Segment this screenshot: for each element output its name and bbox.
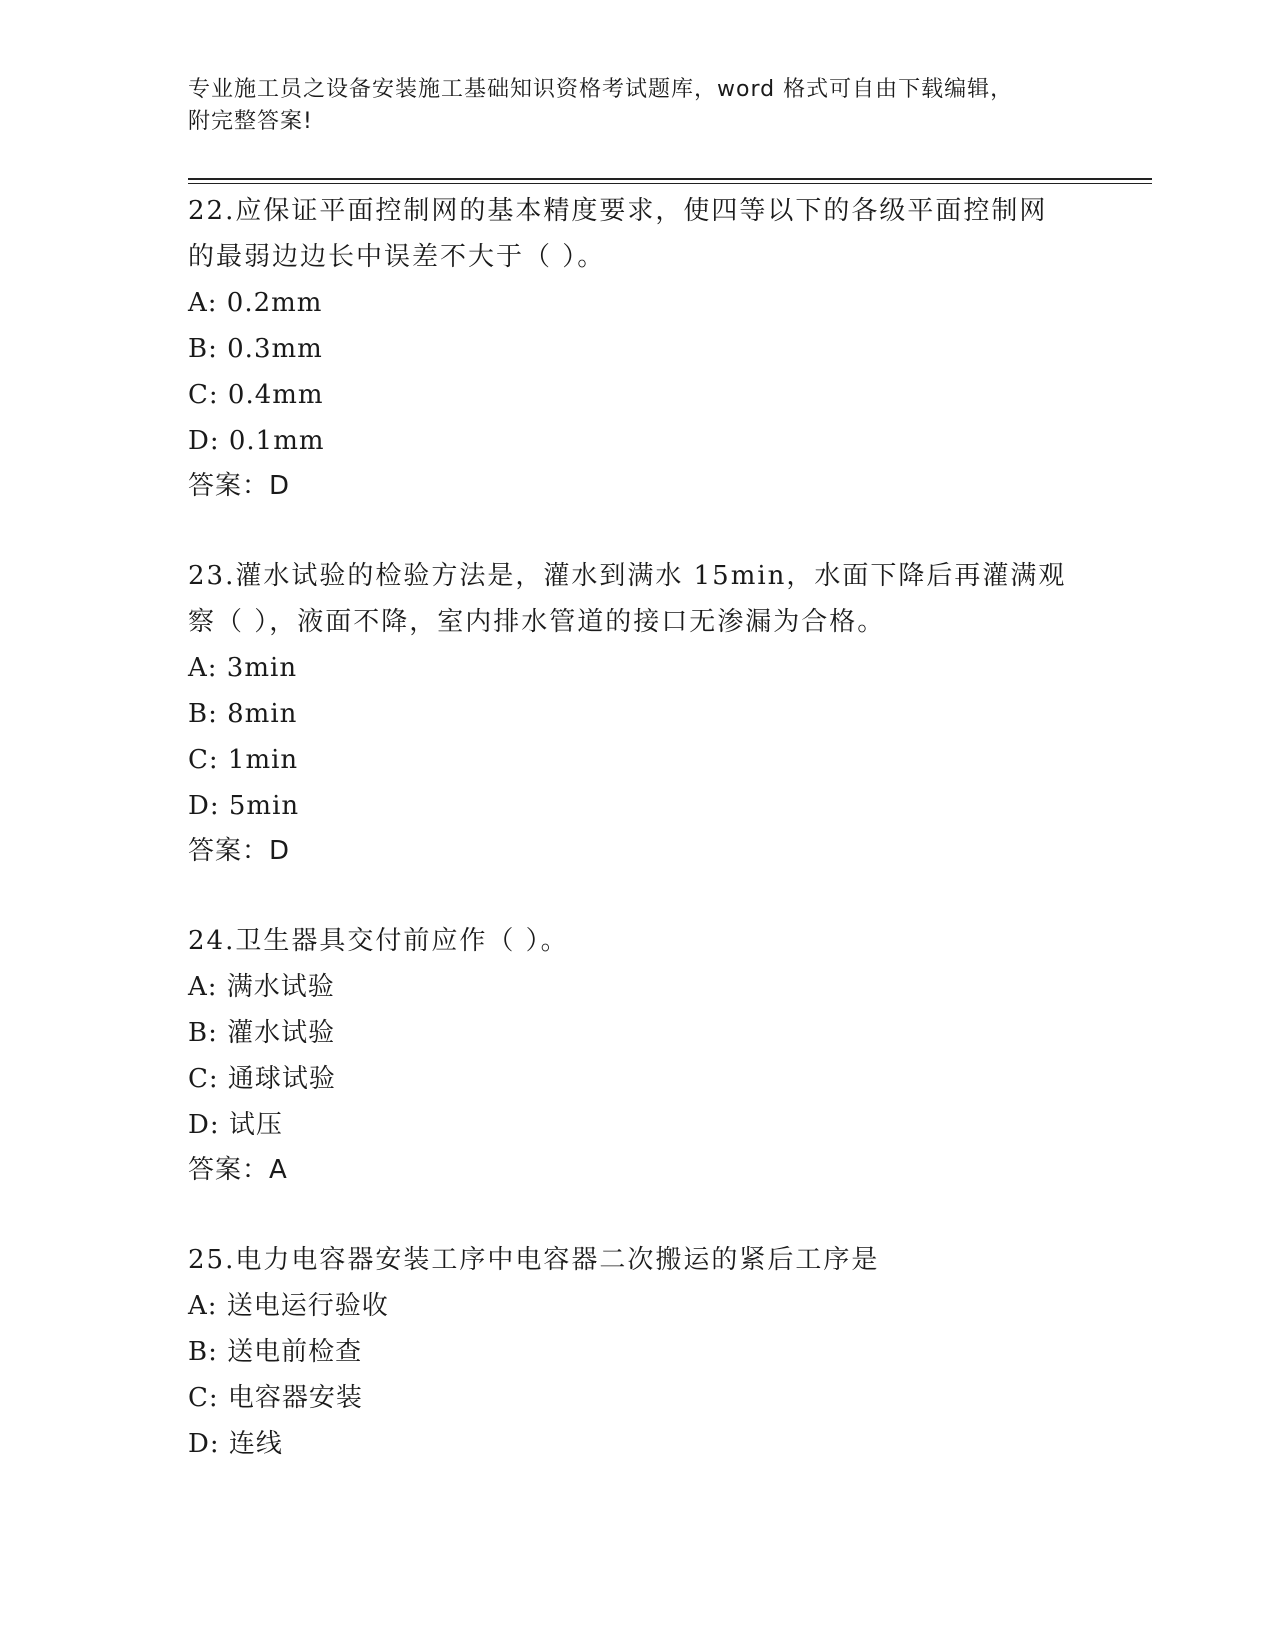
- question-stem-line: 察（ ），液面不降，室内排水管道的接口无渗漏为合格。: [188, 607, 886, 637]
- option-c: C: 1min: [188, 745, 299, 775]
- option-b: B: 送电前检查: [188, 1337, 363, 1367]
- question-stem-line: 23.灌水试验的检验方法是，灌水到满水 15min，水面下降后再灌满观: [188, 561, 1067, 591]
- option-b: B: 8min: [188, 699, 298, 729]
- option-a: A: 满水试验: [188, 972, 335, 1002]
- answer-line: 答案：D: [188, 836, 291, 866]
- option-c: C: 电容器安装: [188, 1383, 363, 1413]
- header-divider-thick: [188, 178, 1152, 180]
- question-stem-line: 25.电力电容器安装工序中电容器二次搬运的紧后工序是: [188, 1245, 880, 1275]
- option-a: A: 3min: [188, 653, 298, 683]
- option-c: C: 0.4mm: [188, 380, 324, 410]
- question-stem-line: 22.应保证平面控制网的基本精度要求，使四等以下的各级平面控制网: [188, 196, 1048, 226]
- question-stem-line: 的最弱边边长中误差不大于（ ）。: [188, 242, 606, 272]
- option-a: A: 0.2mm: [188, 288, 323, 318]
- option-b: B: 灌水试验: [188, 1018, 336, 1048]
- option-d: D: 5min: [188, 791, 300, 821]
- header-line-2: 附完整答案!: [188, 109, 313, 134]
- answer-line: 答案：A: [188, 1155, 288, 1185]
- answer-line: 答案：D: [188, 471, 291, 501]
- option-c: C: 通球试验: [188, 1064, 336, 1094]
- question-25: [188, 1237, 1088, 1467]
- option-a: A: 送电运行验收: [188, 1291, 389, 1321]
- question-stem-line: 24.卫生器具交付前应作（ ）。: [188, 926, 569, 956]
- option-d: D: 连线: [188, 1429, 283, 1459]
- question-24: [188, 918, 1088, 1192]
- document-header: [188, 74, 1088, 138]
- question-23: [188, 553, 1088, 873]
- question-22: [188, 188, 1088, 508]
- header-divider-thin: [188, 183, 1152, 184]
- header-line-1: 专业施工员之设备安装施工基础知识资格考试题库，word 格式可自由下载编辑，: [188, 77, 1014, 102]
- option-d: D: 试压: [188, 1110, 283, 1140]
- option-b: B: 0.3mm: [188, 334, 323, 364]
- option-d: D: 0.1mm: [188, 426, 325, 456]
